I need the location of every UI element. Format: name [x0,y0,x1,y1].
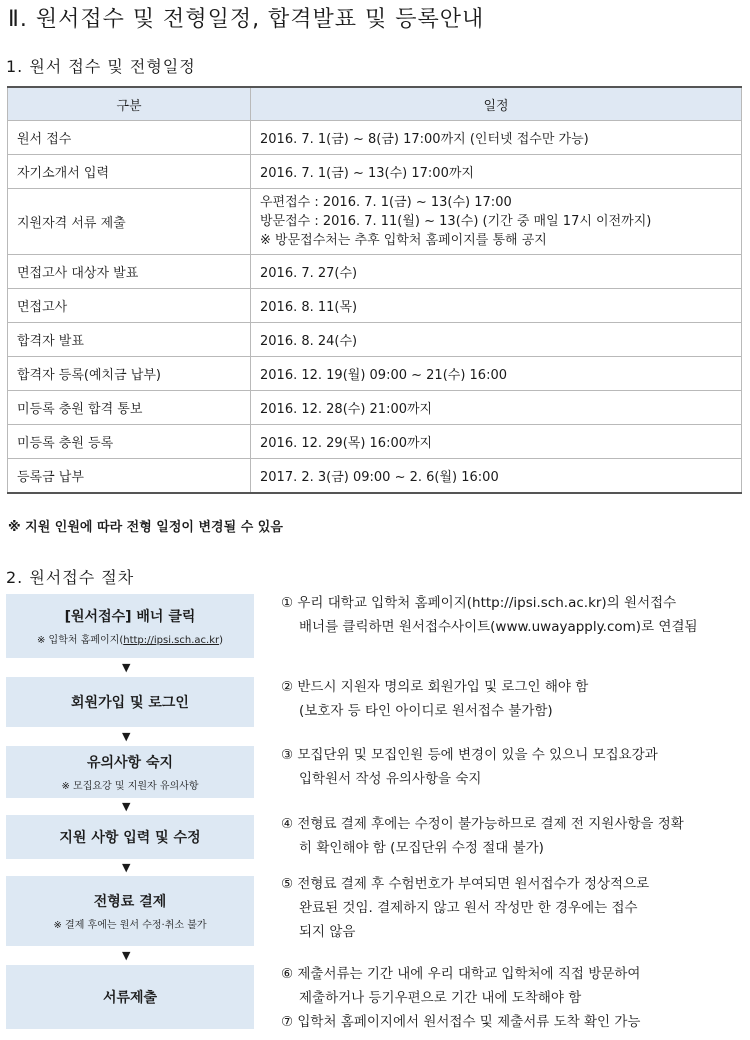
step-label: 지원 사항 입력 및 수정 [59,830,201,846]
step-label: 회원가입 및 로그인 [71,695,189,711]
table-row [8,121,742,155]
step-description [281,812,741,860]
row-value: 2016. 12. 19(월) 09:00 ~ 21(수) 16:00 [251,357,742,391]
description-line: ④ 전형료 결제 후에는 수정이 불가능하므로 결제 전 지원사항을 정확 [281,816,684,832]
description-line: ⑤ 전형료 결제 후 수험번호가 부여되면 원서접수가 정상적으로 [281,876,650,892]
table-row [8,289,742,323]
description-line: 히 확인해야 함 (모집단위 수정 절대 불가) [299,840,544,856]
row-value: 2016. 8. 24(수) [251,323,742,357]
row-label: 합격자 발표 [8,323,251,357]
description-line: ⑥ 제출서류는 기간 내에 우리 대학교 입학처에 직접 방문하여 [281,966,641,982]
row-label: 면접고사 [8,289,251,323]
step-label: 유의사항 숙지 [86,755,174,771]
row-label: 원서 접수 [8,121,251,155]
description-line: ① 우리 대학교 입학처 홈페이지(http://ipsi.sch.ac.kr)의 원서접수 [281,595,677,611]
section1-heading: 1. 원서 접수 및 전형일정 [6,57,196,76]
homepage-link[interactable]: http://ipsi.sch.ac.kr [123,635,220,646]
table-row [8,391,742,425]
step-label: [원서접수] 배너 클릭 [64,609,196,625]
table-row [8,323,742,357]
step-read-notes [6,746,254,798]
step-signup-login [6,677,254,727]
step-description [281,962,741,1034]
row-value-note: ※ 방문접수처는 추후 입학처 홈페이지를 통해 공지 [260,233,547,248]
row-value: 2016. 7. 1(금) ~ 13(수) 17:00까지 [251,155,742,189]
description-line: 완료된 것임. 결제하지 않고 원서 작성만 한 경우에는 접수 [299,900,638,916]
step-label: 전형료 결제 [93,894,167,910]
arrow-down-icon: ▼ [122,861,131,874]
step-description [281,675,741,723]
row-value: 2016. 7. 1(금) ~ 8(금) 17:00까지 (인터넷 접수만 가능) [251,121,742,155]
step-enter-application [6,815,254,859]
description-line: 되지 않음 [299,924,356,940]
row-value: 2016. 8. 11(목) [251,289,742,323]
step-submit-documents [6,965,254,1029]
page-title: Ⅱ. 원서접수 및 전형일정, 합격발표 및 등록안내 [8,7,485,32]
arrow-down-icon: ▼ [122,800,131,813]
arrow-down-icon: ▼ [122,949,131,962]
step-label: 서류제출 [102,990,158,1006]
description-line: ② 반드시 지원자 명의로 회원가입 및 로그인 해야 함 [281,679,589,695]
description-line: (보호자 등 타인 아이디로 원서접수 불가함) [299,703,553,719]
description-line: 배너를 클릭하면 원서접수사이트(www.uwayapply.com)로 연결됨 [299,619,698,635]
schedule-table [7,86,742,494]
row-value-line: 방문접수 : 2016. 7. 11(월) ~ 13(수) (기간 중 매일 17시 이전까지) [260,214,652,229]
row-label: 미등록 충원 등록 [8,425,251,459]
row-label: 등록금 납부 [8,459,251,493]
description-line: ③ 모집단위 및 모집인원 등에 변경이 있을 수 있으니 모집요강과 [281,747,658,763]
step-note: ※ 결제 후에는 원서 수정·취소 불가 [53,920,207,931]
step-note-suffix: ) [219,635,224,646]
step-note-text: ※ 입학처 홈페이지( [36,635,124,646]
section2-heading: 2. 원서접수 절차 [6,568,135,587]
step-description [281,743,741,791]
row-value: 2016. 12. 29(목) 16:00까지 [251,425,742,459]
step-description [281,591,741,639]
step-note [6,631,254,646]
arrow-down-icon: ▼ [122,730,131,743]
description-line: 제출하거나 등기우편으로 기간 내에 도착해야 함 [299,990,582,1006]
row-label: 자기소개서 입력 [8,155,251,189]
step-pay-fee [6,876,254,946]
row-value [251,189,742,255]
table-header-row [8,87,742,121]
row-value-line: 우편접수 : 2016. 7. 1(금) ~ 13(수) 17:00 [260,195,512,210]
table-row [8,155,742,189]
table-row [8,459,742,493]
row-value: 2016. 12. 28(수) 21:00까지 [251,391,742,425]
step-banner-click [6,594,254,658]
description-line: 입학원서 작성 유의사항을 숙지 [299,771,482,787]
row-label: 지원자격 서류 제출 [8,189,251,255]
row-label: 면접고사 대상자 발표 [8,255,251,289]
arrow-down-icon: ▼ [122,661,131,674]
table-row [8,255,742,289]
step-description [281,872,741,944]
col-header-category: 구분 [8,87,251,121]
table-row [8,357,742,391]
row-label: 미등록 충원 합격 통보 [8,391,251,425]
step-note: ※ 모집요강 및 지원자 유의사항 [61,781,199,792]
table-row [8,189,742,255]
col-header-schedule: 일정 [251,87,742,121]
row-value: 2017. 2. 3(금) 09:00 ~ 2. 6(월) 16:00 [251,459,742,493]
description-line: ⑦ 입학처 홈페이지에서 원서접수 및 제출서류 도착 확인 가능 [281,1014,641,1030]
row-value: 2016. 7. 27(수) [251,255,742,289]
row-label: 합격자 등록(예치금 납부) [8,357,251,391]
table-row [8,425,742,459]
schedule-note: ※ 지원 인원에 따라 전형 일정이 변경될 수 있음 [8,520,283,535]
